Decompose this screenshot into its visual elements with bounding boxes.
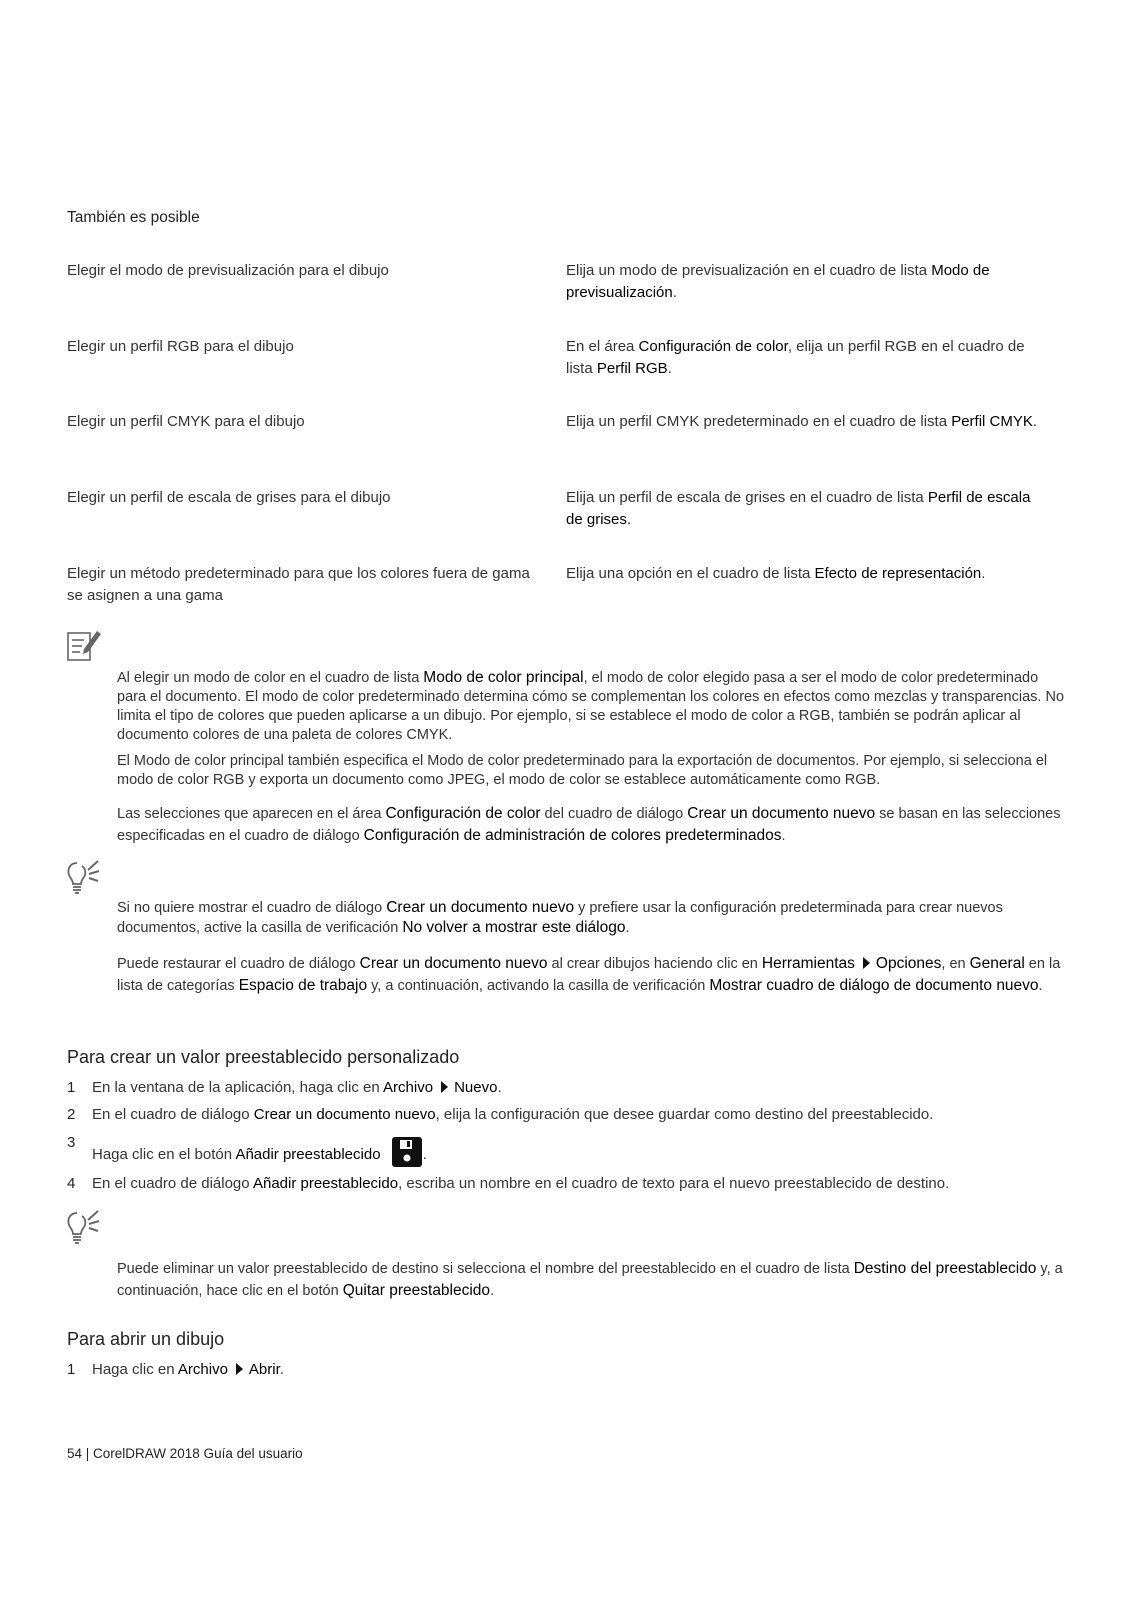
step-number: 3 xyxy=(67,1134,76,1151)
tip-paragraph xyxy=(117,1258,1067,1302)
text: y, a continuación, activando la casilla de verificación xyxy=(367,978,710,994)
table-cell-action xyxy=(566,563,1046,585)
note-icon xyxy=(66,627,104,667)
table-cell-action xyxy=(566,487,1046,531)
text: En el cuadro de diálogo xyxy=(92,1106,254,1123)
text: . xyxy=(1032,413,1038,430)
intro-heading: También es posible xyxy=(67,209,200,226)
step-text xyxy=(92,1359,1067,1381)
text: , en xyxy=(941,956,970,972)
ui-term: Mostrar cuadro de diálogo de documento nuevo xyxy=(709,977,1039,994)
step-number: 2 xyxy=(67,1106,76,1123)
note-paragraph xyxy=(117,668,1067,745)
ui-term: Espacio de trabajo xyxy=(238,977,368,994)
table-cell-task: Elegir el modo de previsualización para el dibujo xyxy=(67,262,389,279)
text: y, a continuación, hace clic en el botón xyxy=(117,1261,1063,1299)
tip-paragraph xyxy=(117,953,1067,997)
lightbulb-tip-icon xyxy=(66,858,102,900)
ui-term: Perfil RGB xyxy=(596,360,668,377)
text: Elija un modo de previsualización en el cuadro de lista xyxy=(566,262,932,279)
ui-term: Abrir xyxy=(248,1361,280,1378)
text: Elija un perfil CMYK predeterminado en el cuadro de lista xyxy=(566,413,952,430)
menu-arrow-icon xyxy=(236,1363,243,1375)
text: Al elegir un modo de color en el cuadro de lista xyxy=(117,670,424,686)
table-cell-action xyxy=(566,411,1046,433)
text: . xyxy=(279,1361,284,1378)
ui-term: Configuración de color xyxy=(638,338,788,355)
page-footer: 54 | CorelDRAW 2018 Guía del usuario xyxy=(67,1446,303,1461)
text: . xyxy=(981,565,986,582)
lightbulb-tip-icon xyxy=(66,1208,102,1250)
section-heading: Para abrir un dibujo xyxy=(67,1329,225,1349)
text: Si no quiere mostrar el cuadro de diálogo xyxy=(117,900,387,916)
note-paragraph xyxy=(117,803,1067,847)
text: Puede restaurar el cuadro de diálogo xyxy=(117,956,360,972)
ui-term: Nuevo xyxy=(454,1079,498,1096)
note-paragraph: El Modo de color principal también especifica el Modo de color predeterminado para la exportación de documentos. Por ejemplo, si selecciona el modo de color RGB y exporta un documento como JPEG, el modo de color se establece automáticamente como RGB. xyxy=(117,753,1048,788)
table-cell-task: Elegir un método predeterminado para que los colores fuera de gama se asignen a una gama xyxy=(67,565,530,604)
text: Haga clic en el botón xyxy=(92,1146,236,1163)
text: del cuadro de diálogo xyxy=(540,806,688,822)
ui-term: Crear un documento nuevo xyxy=(687,805,876,822)
ui-term: Perfil de escala de grises xyxy=(566,489,1031,528)
ui-term: Efecto de representación xyxy=(814,565,982,582)
text: . xyxy=(490,1283,495,1299)
ui-term: Archivo xyxy=(383,1079,434,1096)
ui-term: No volver a mostrar este diálogo xyxy=(402,919,626,936)
text: Haga clic en xyxy=(92,1361,178,1378)
step-text xyxy=(92,1173,1067,1195)
text: . xyxy=(781,828,786,844)
table-cell-action xyxy=(566,260,1046,304)
tip-paragraph xyxy=(117,898,1067,938)
ui-term: Perfil CMYK xyxy=(951,413,1033,430)
ui-term: Archivo xyxy=(177,1361,228,1378)
ui-term: Crear un documento nuevo xyxy=(386,899,575,916)
text: Las selecciones que aparecen en el área xyxy=(117,806,386,822)
text: Elija una opción en el cuadro de lista xyxy=(566,565,815,582)
text: , el modo de color elegido pasa a ser el modo de color predeterminado para el documento. El modo de color predeterminado determina cómo se complementan los colores en efectos como mezclas y transparencias. No limita el tipo de colores que pueden aplicarse a un dibujo. Por ejemplo, si se establece el modo de color a RGB, también se podrán aplicar al documento colores de una paleta de colores CMYK. xyxy=(117,670,1065,743)
table-cell-task: Elegir un perfil RGB para el dibujo xyxy=(67,338,294,355)
text: . xyxy=(672,284,677,301)
ui-term: Añadir preestablecido xyxy=(235,1146,381,1163)
ui-term: General xyxy=(969,955,1025,972)
ui-term: Añadir preestablecido xyxy=(252,1175,399,1192)
step-number: 4 xyxy=(67,1175,76,1192)
ui-term: Destino del preestablecido xyxy=(853,1260,1037,1277)
ui-term: Modo de previsualización xyxy=(566,262,990,301)
ui-term: Quitar preestablecido xyxy=(342,1282,491,1299)
text: en la lista de categorías xyxy=(117,956,1061,994)
ui-term: Modo de color principal xyxy=(423,669,584,686)
ui-term: Herramientas xyxy=(761,955,855,972)
ui-term: Crear un documento nuevo xyxy=(253,1106,436,1123)
ui-term: Crear un documento nuevo xyxy=(359,955,548,972)
text: . xyxy=(1038,978,1043,994)
text: se basan en las selecciones especificadas en el cuadro de diálogo xyxy=(117,806,1061,844)
text: En el área xyxy=(566,338,639,355)
table-cell-task: Elegir un perfil de escala de grises para el dibujo xyxy=(67,489,391,506)
step-text xyxy=(92,1077,1067,1099)
table-cell-action xyxy=(566,336,1046,380)
text: y prefiere usar la configuración predeterminada para crear nuevos documentos, active la casilla de verificación xyxy=(117,900,1003,936)
step-text xyxy=(92,1136,1067,1175)
menu-arrow-icon xyxy=(863,957,870,969)
text: , escriba un nombre en el cuadro de texto para el nuevo preestablecido de destino. xyxy=(398,1175,950,1192)
text: En el cuadro de diálogo xyxy=(92,1175,253,1192)
text: . xyxy=(422,1146,427,1163)
ui-term: Opciones xyxy=(875,955,942,972)
step-number: 1 xyxy=(67,1361,76,1378)
text: Puede eliminar un valor preestablecido de destino si selecciona el nombre del preestablecido en el cuadro de lista xyxy=(117,1261,854,1277)
text: . xyxy=(626,511,632,528)
step-text xyxy=(92,1104,1067,1126)
save-preset-icon xyxy=(391,1136,423,1175)
ui-term: Configuración de administración de colores predeterminados xyxy=(363,827,782,844)
step-number: 1 xyxy=(67,1079,76,1096)
ui-term: Configuración de color xyxy=(385,805,541,822)
text: Elija un perfil de escala de grises en el cuadro de lista xyxy=(566,489,928,506)
menu-arrow-icon xyxy=(441,1081,448,1093)
text: , elija la configuración que desee guardar como destino del preestablecido. xyxy=(435,1106,934,1123)
text: al crear dibujos haciendo clic en xyxy=(547,956,762,972)
text: . xyxy=(667,360,672,377)
section-heading: Para crear un valor preestablecido personalizado xyxy=(67,1047,460,1067)
text: , elija un perfil RGB en el cuadro de lista xyxy=(566,338,1025,377)
text: . xyxy=(497,1079,502,1096)
table-cell-task: Elegir un perfil CMYK para el dibujo xyxy=(67,413,305,430)
text: En la ventana de la aplicación, haga clic en xyxy=(92,1079,384,1096)
text: . xyxy=(625,920,630,936)
